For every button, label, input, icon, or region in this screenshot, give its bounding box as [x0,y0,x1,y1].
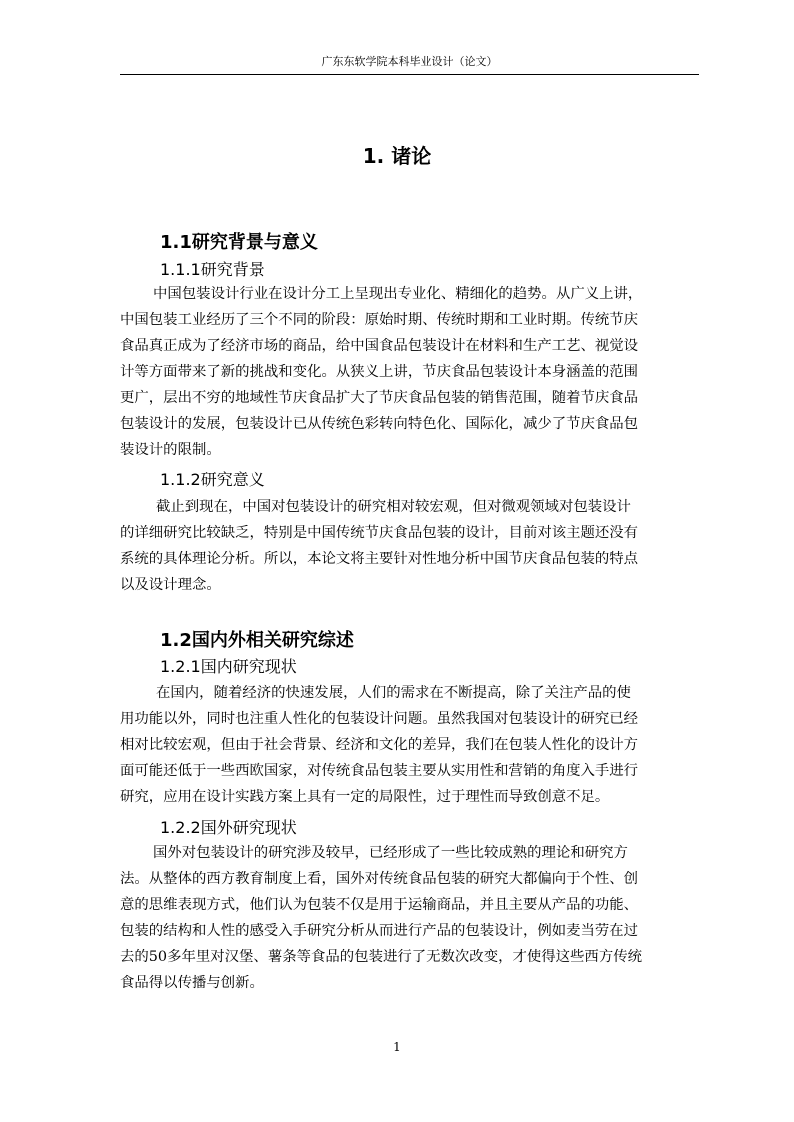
paragraph-line: 以及设计理念。 [120,577,221,593]
paragraph-line: 装设计的限制。 [120,442,221,458]
page-number: 1 [393,1040,401,1054]
subsection-heading-1-1-2: 1.1.2研究意义 [160,470,265,489]
header-rule [120,74,699,75]
paragraph-line: 中国包装工业经历了三个不同的阶段：原始时期、传统时期和工业时期。传统节庆 [120,312,639,328]
paragraph-line: 系统的具体理论分析。所以，本论文将主要针对性地分析中国节庆食品包装的特点 [120,551,639,567]
paragraph-line: 面可能还低于一些西欧国家，对传统食品包装主要从实用性和营销的角度入手进行 [120,763,639,779]
paragraph-research-significance [120,494,699,598]
paragraph-line: 意的思维表现方式，他们认为包装不仅是用于运输商品，并且主要从产品的功能、 [120,897,639,913]
paragraph-line: 中国包装设计行业在设计分工上呈现出专业化、精细化的趋势。从广义上讲， [153,286,643,302]
paragraph-line: 包装的结构和人性的感受入手研究分析从而进行产品的包装设计，例如麦当劳在过 [120,923,639,939]
paragraph-line: 食品真正成为了经济市场的商品，给中国食品包装设计在材料和生产工艺、视觉设 [120,338,639,354]
paragraph-domestic-research [120,680,699,810]
section-heading-1-1: 1.1研究背景与意义 [160,232,318,253]
paragraph-line: 食品得以传播与创新。 [120,975,264,991]
paragraph-line: 的详细研究比较缺乏，特别是中国传统节庆食品包装的设计，目前对该主题还没有 [120,525,639,541]
paragraph-line: 在国内，随着经济的快速发展，人们的需求在不断提高，除了关注产品的使 [156,685,631,701]
subsection-heading-1-2-1: 1.2.1国内研究现状 [160,657,297,676]
paragraph-line: 用功能以外，同时也注重人性化的包装设计问题。虽然我国对包装设计的研究已经 [120,711,639,727]
section-heading-1-2: 1.2国内外相关研究综述 [160,630,354,651]
paragraph-line: 研究，应用在设计实践方案上具有一定的局限性，过于理性而导致创意不足。 [120,789,610,805]
paragraph-line: 去的50多年里对汉堡、薯条等食品的包装进行了无数次改变，才使得这些西方传统 [120,949,642,965]
subsection-heading-1-2-2: 1.2.2国外研究现状 [160,818,297,837]
paragraph-line: 更广，层出不穷的地域性节庆食品扩大了节庆食品包装的销售范围，随着节庆食品 [120,390,639,406]
paragraph-line: 国外对包装设计的研究涉及较早，已经形成了一些比较成熟的理论和研究方 [153,845,628,861]
paragraph-research-background [120,281,699,463]
paragraph-line: 截止到现在，中国对包装设计的研究相对较宏观，但对微观领域对包装设计 [156,499,631,515]
paragraph-foreign-research [120,840,699,996]
subsection-heading-1-1-1: 1.1.1研究背景 [160,260,265,279]
chapter-title: 1. 诸论 [362,144,432,168]
paragraph-line: 计等方面带来了新的挑战和变化。从狭义上讲，节庆食品包装设计本身涵盖的范围 [120,364,639,380]
paragraph-line: 相对比较宏观，但由于社会背景、经济和文化的差异，我们在包装人性化的设计方 [120,737,639,753]
paragraph-line: 法。从整体的西方教育制度上看，国外对传统食品包装的研究大都偏向于个性、创 [120,871,639,887]
running-header: 广东东软学院本科毕业设计（论文） [321,55,498,68]
paragraph-line: 包装设计的发展，包装设计已从传统色彩转向特色化、国际化，减少了节庆食品包 [120,416,639,432]
